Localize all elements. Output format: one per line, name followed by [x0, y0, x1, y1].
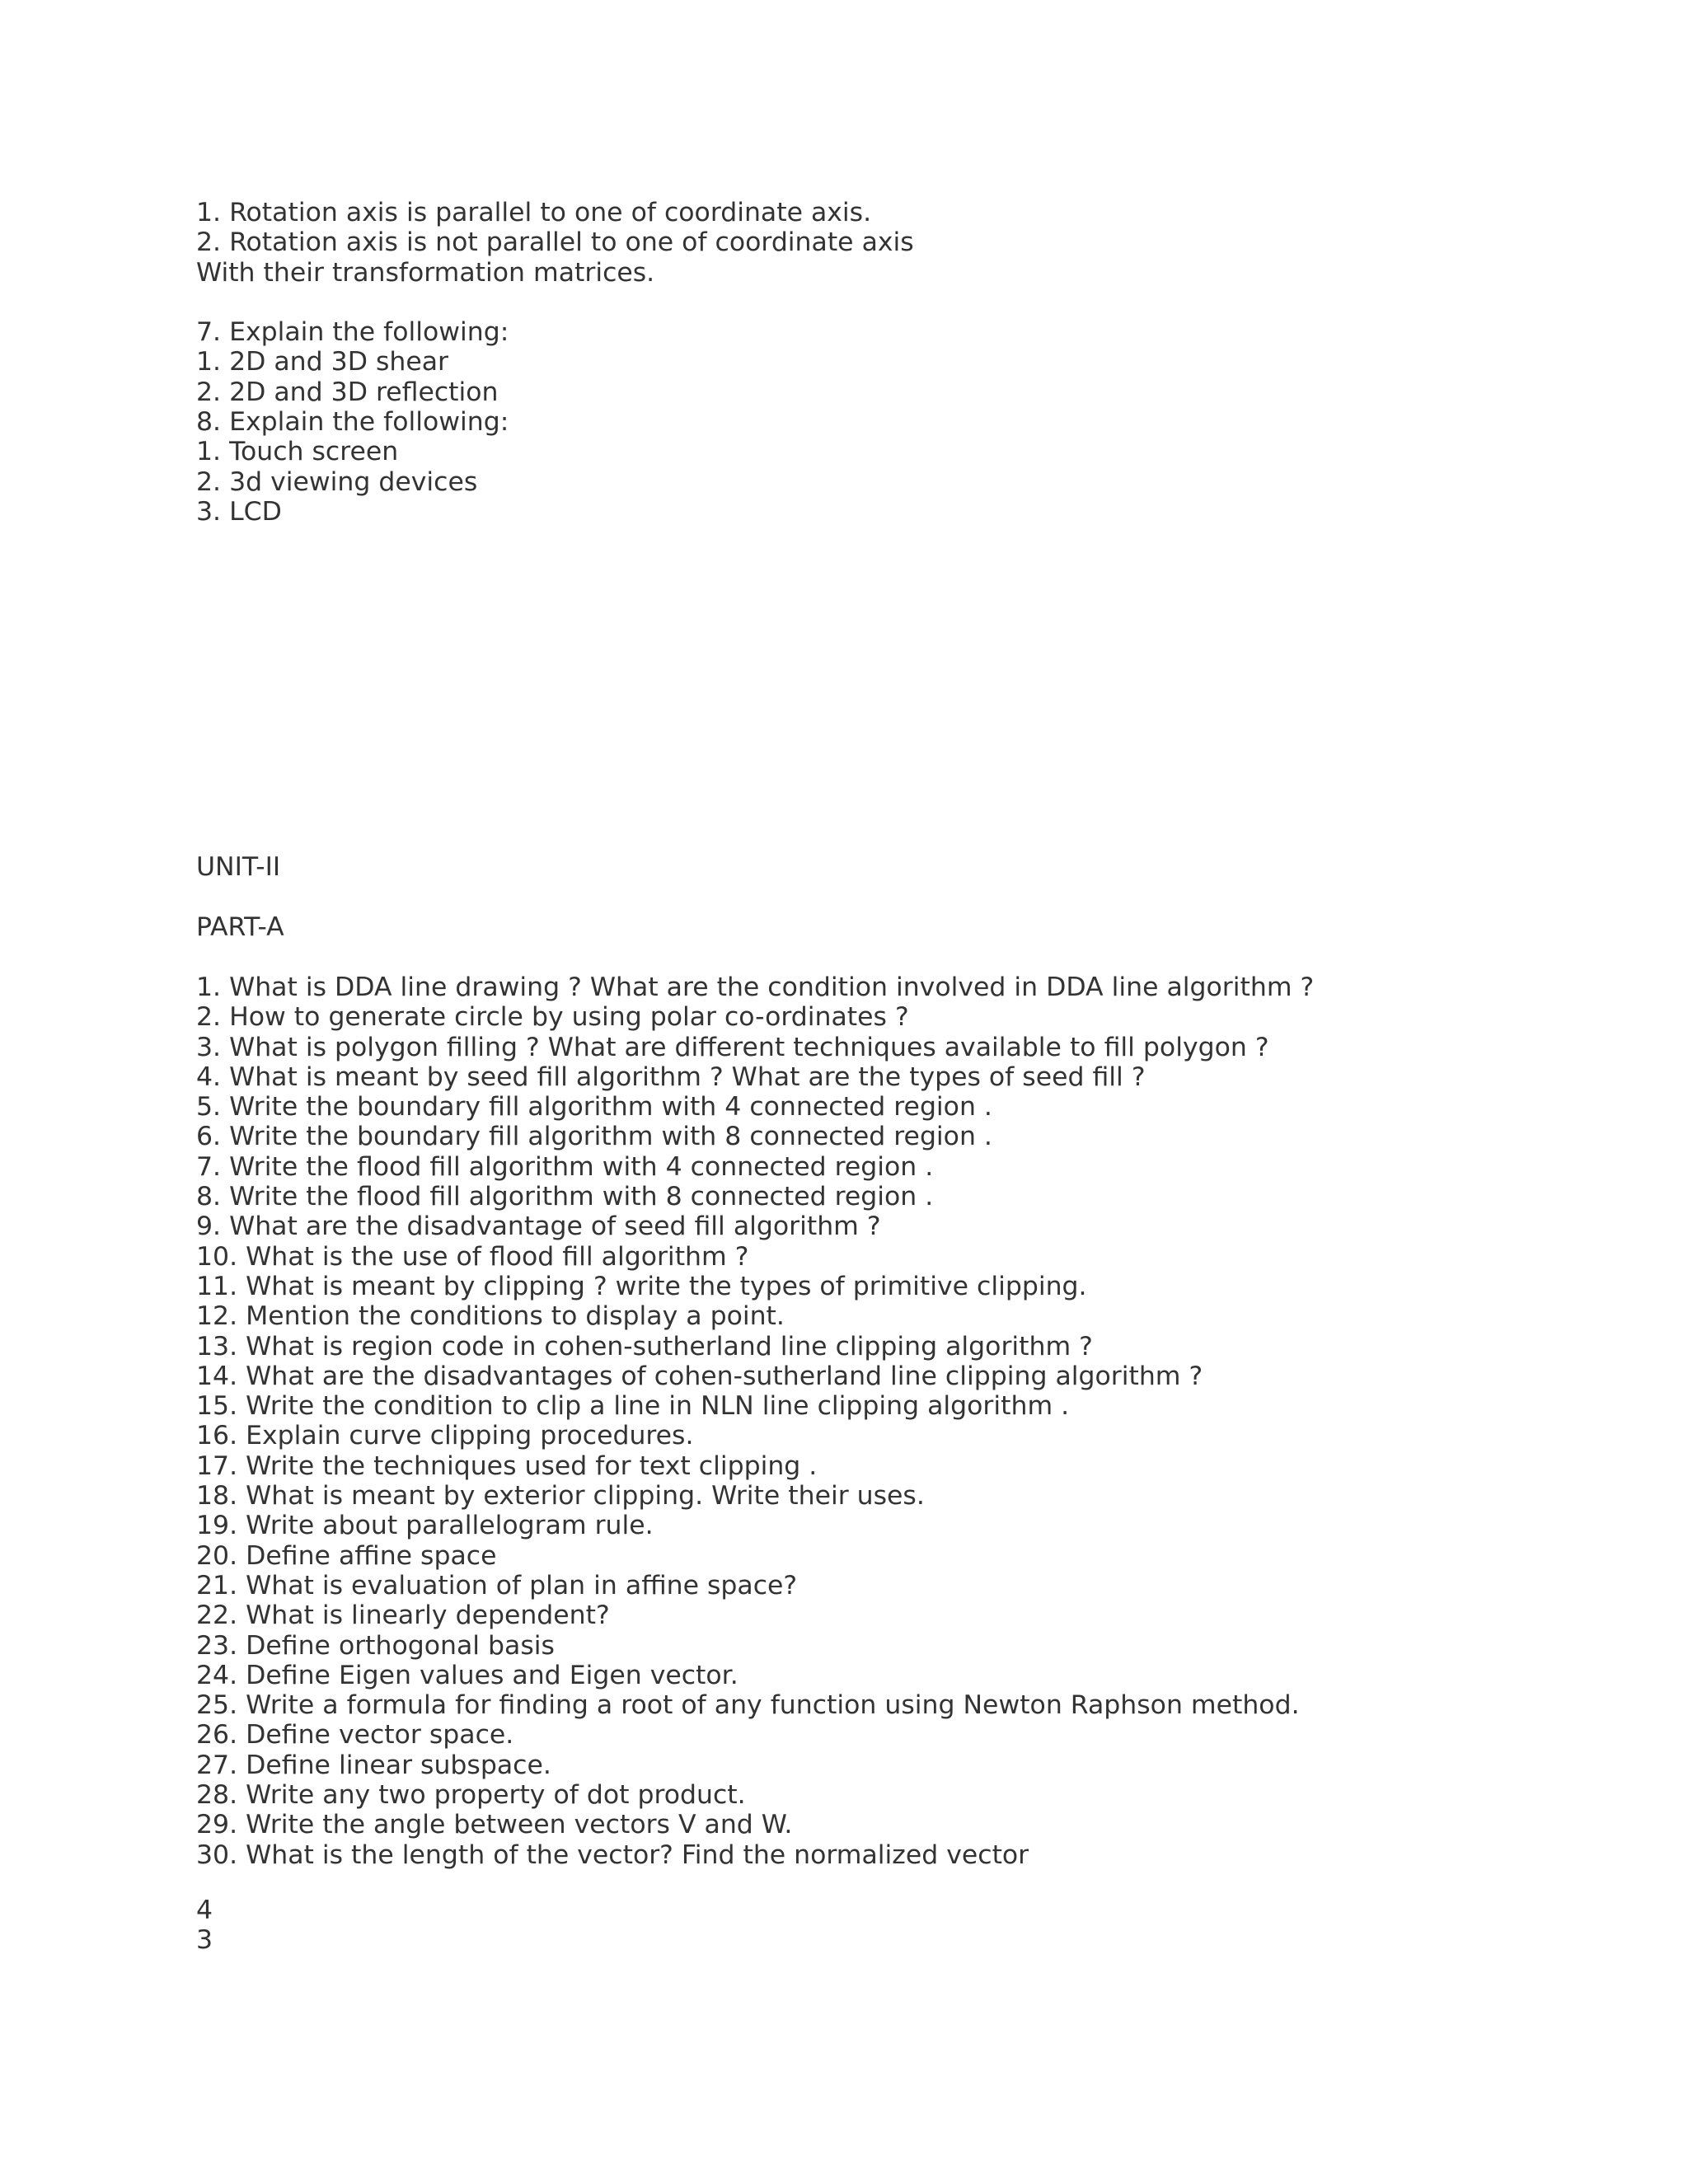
question-item: 19. Write about parallelogram rule.: [196, 1511, 654, 1541]
text-line: 1. Rotation axis is parallel to one of coordinate axis.: [196, 198, 872, 227]
text-line: 2. Rotation axis is not parallel to one of coordinate axis: [196, 227, 914, 258]
blank-line: [196, 288, 1597, 317]
question-item: 13. What is region code in cohen-sutherland line clipping algorithm ?: [196, 1331, 1093, 1361]
question-item: 24. Define Eigen values and Eigen vector.: [196, 1660, 738, 1690]
question-item: 23. Define orthogonal basis: [196, 1630, 555, 1661]
question-item: 10. What is the use of flood fill algorithm ?: [196, 1241, 749, 1272]
text-line: 2. 3d viewing devices: [196, 466, 478, 497]
unit-heading-block: [196, 852, 1597, 882]
text-line: 1. Touch screen: [196, 437, 399, 467]
continued-question-block: [196, 198, 1597, 527]
text-line: 1. 2D and 3D shear: [196, 347, 448, 377]
footer-number: 3: [196, 1925, 213, 1956]
question-item: 25. Write a formula for finding a root of any function using Newton Raphson method.: [196, 1690, 1300, 1721]
question-item: 7. Write the flood fill algorithm with 4 connected region .: [196, 1151, 934, 1182]
question-item: 6. Write the boundary fill algorithm with 8 connected region .: [196, 1122, 992, 1152]
question-list: [196, 972, 1597, 1870]
question-item: 12. Mention the conditions to display a point.: [196, 1301, 785, 1332]
question-item: 18. What is meant by exterior clipping. Write their uses.: [196, 1481, 925, 1511]
part-heading: PART-A: [196, 912, 284, 942]
question-item: 3. What is polygon filling ? What are different techniques available to fill polygon ?: [196, 1032, 1269, 1062]
question-item: 11. What is meant by clipping ? write the types of primitive clipping.: [196, 1271, 1087, 1301]
text-line: 3. LCD: [196, 496, 282, 527]
question-item: 28. Write any two property of dot product.: [196, 1780, 746, 1811]
question-item: 29. Write the angle between vectors V and W.: [196, 1810, 793, 1840]
text-line: 7. Explain the following:: [196, 317, 509, 348]
text-line: 8. Explain the following:: [196, 407, 509, 438]
question-item: 2. How to generate circle by using polar co-ordinates ?: [196, 1002, 909, 1033]
question-item: 30. What is the length of the vector? Find the normalized vector: [196, 1840, 1029, 1870]
footer-numbers: [196, 1896, 1597, 1956]
question-item: 26. Define vector space.: [196, 1720, 514, 1750]
question-item: 4. What is meant by seed fill algorithm ? What are the types of seed fill ?: [196, 1062, 1146, 1092]
question-item: 16. Explain curve clipping procedures.: [196, 1421, 694, 1451]
question-item: 5. Write the boundary fill algorithm with 4 connected region .: [196, 1092, 992, 1122]
question-item: 15. Write the condition to clip a line in NLN line clipping algorithm .: [196, 1391, 1070, 1422]
question-item: 20. Define affine space: [196, 1540, 497, 1571]
question-item: 27. Define linear subspace.: [196, 1750, 551, 1780]
question-item: 8. Write the flood fill algorithm with 8 connected region .: [196, 1182, 934, 1212]
text-line: With their transformation matrices.: [196, 257, 655, 288]
question-item: 17. Write the techniques used for text clipping .: [196, 1451, 818, 1481]
text-line: 2. 2D and 3D reflection: [196, 377, 499, 407]
question-item: 14. What are the disadvantages of cohen-sutherland line clipping algorithm ?: [196, 1361, 1203, 1391]
question-item: 1. What is DDA line drawing ? What are the condition involved in DDA line algorithm ?: [196, 972, 1315, 1002]
unit-heading: UNIT-II: [196, 852, 281, 882]
question-item: 21. What is evaluation of plan in affine space?: [196, 1570, 798, 1601]
question-item: 22. What is linearly dependent?: [196, 1601, 610, 1631]
part-heading-block: [196, 912, 1597, 942]
question-item: 9. What are the disadvantage of seed fill algorithm ?: [196, 1212, 881, 1242]
footer-number: 4: [196, 1896, 213, 1925]
